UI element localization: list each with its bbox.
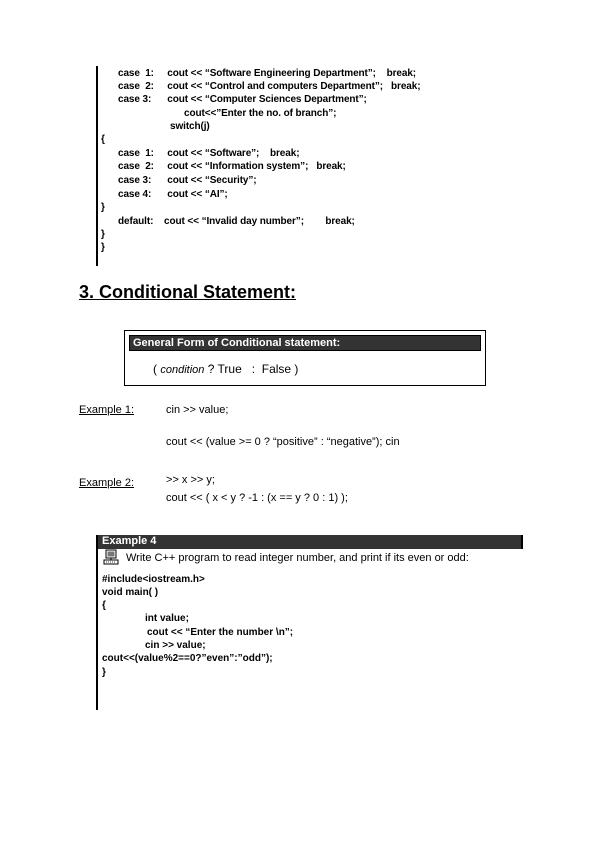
example-4-margin-bar [96, 535, 98, 710]
code-line: } [101, 242, 105, 253]
code-line: } [101, 229, 105, 240]
general-form-header [129, 335, 481, 351]
section-title: 3. Conditional Statement: [79, 282, 297, 302]
example-2-label: Example 2: [79, 477, 135, 489]
code-line: void main( ) [102, 587, 159, 598]
code-line: case 3: cout << “Security”; [118, 175, 257, 186]
code-line: case 1: cout << “Software”; break; [118, 148, 300, 159]
code-line: { [102, 600, 106, 611]
code-line: #include<iostream.h> [102, 574, 205, 585]
code-line: cout<<(value%2==0?”even”:”odd”); [102, 653, 273, 664]
general-form-box [124, 330, 486, 386]
code-margin-bar [96, 66, 98, 266]
syntax-condition: condition [160, 364, 205, 376]
code-line: case 4: cout << “AI”; [118, 189, 228, 200]
computer-icon [103, 549, 119, 565]
code-line: int value; [145, 613, 189, 624]
example-2-line-1: >> x >> y; [166, 474, 215, 486]
code-line: default: cout << “Invalid day number”; break; [118, 216, 355, 227]
example-4-header [98, 535, 523, 549]
code-line: { [101, 134, 105, 145]
general-form-syntax [153, 362, 298, 376]
code-line: case 1: cout << “Software Engineering Department”; break; [118, 68, 417, 79]
code-line: cin >> value; [145, 640, 206, 651]
code-line: case 3: cout << “Computer Sciences Department”; [118, 94, 367, 105]
syntax-open: ( [153, 362, 161, 376]
example-4-task: Write C++ program to read integer number, and print if its even or odd: [126, 552, 469, 564]
code-line: cout << “Enter the number \n”; [147, 627, 294, 638]
example-1-line-1: cin >> value; [166, 404, 229, 416]
code-line: switch(j) [170, 121, 210, 132]
code-line: case 2: cout << “Information system”; break; [118, 161, 346, 172]
general-form-title: General Form of Conditional statement: [133, 337, 341, 349]
example-1-line-2: cout << (value >= 0 ? “positive” : “negative”); cin [166, 436, 400, 448]
example-2-line-2: cout << ( x < y ? -1 : (x == y ? 0 : 1) ); [166, 492, 348, 504]
example-1-label: Example 1: [79, 404, 135, 416]
code-line: } [101, 202, 105, 213]
example-4-title: Example 4 [102, 535, 157, 547]
code-line: case 2: cout << “Control and computers Department”; break; [118, 81, 421, 92]
syntax-rest: ? True : False ) [204, 362, 299, 376]
code-line: cout<<”Enter the no. of branch”; [184, 108, 337, 119]
code-line: } [102, 667, 106, 678]
